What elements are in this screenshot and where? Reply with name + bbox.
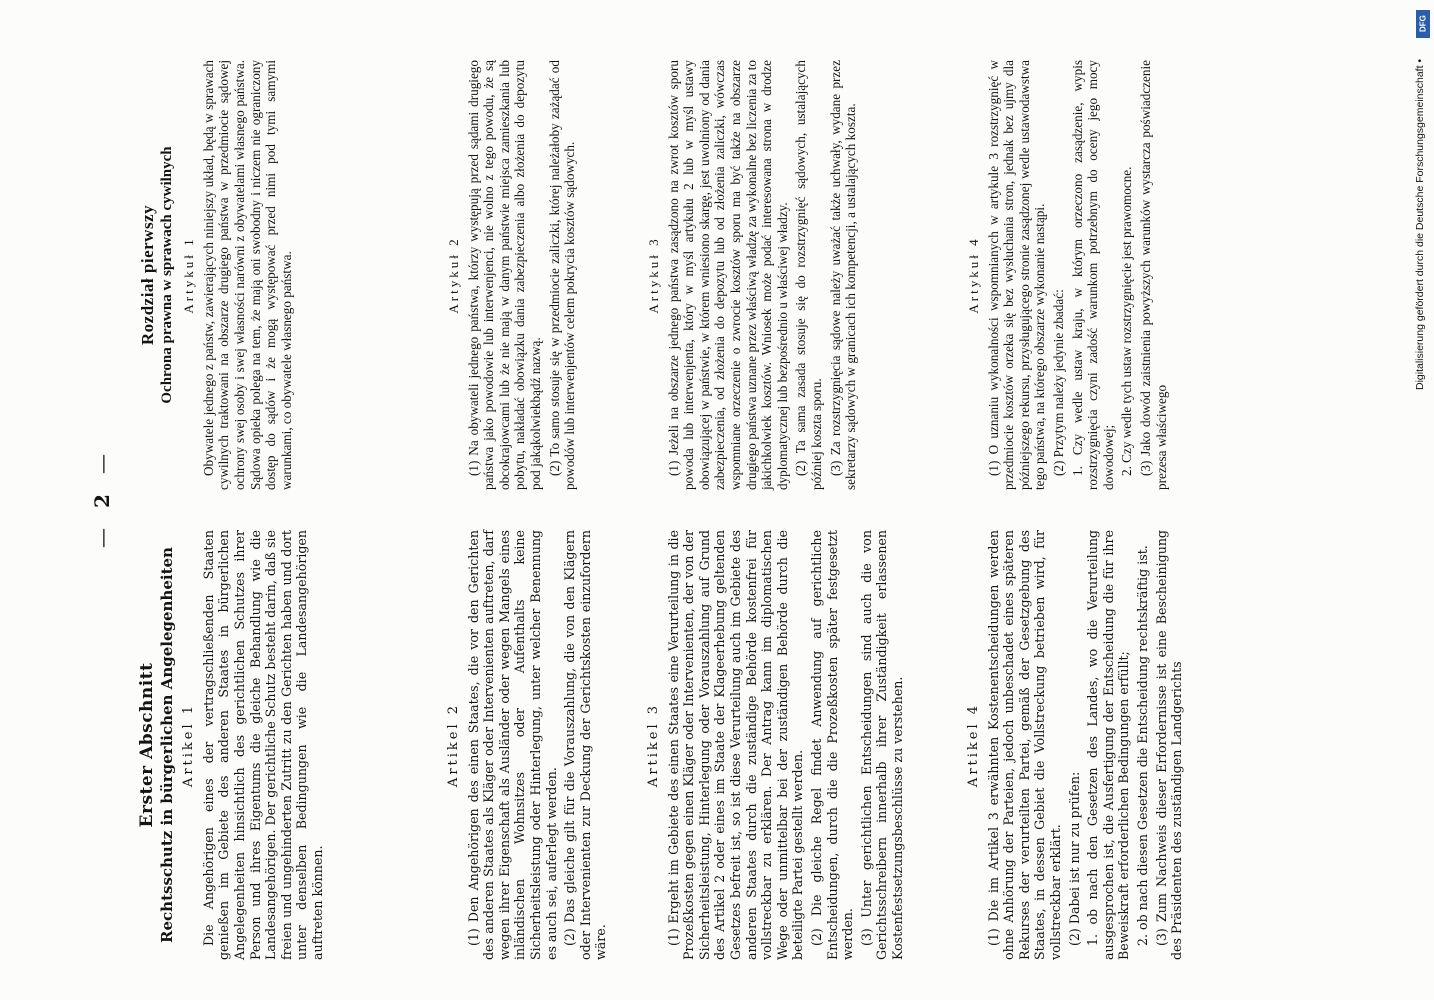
german-article-4-block (960, 530, 1188, 960)
german-article-1-heading: Artikel 1 (181, 702, 197, 788)
polish-article-4-block (960, 60, 1172, 490)
german-article-3-block (640, 530, 909, 960)
german-article-2-paragraph-1: (1) Den Angehörigen des einen Staates, die vor den Gerichten des anderen Staates als Kläger oder Intervenienten auftreten, darf wegen ihrer Eigenschaft als Ausländer oder wegen Mangels eines inländischen Wohnsitzes oder Aufenthalts keine Sicherheitsleistung oder Hinterlegung, unter welcher Benennung es auch sei, auferlegt werden. (465, 530, 559, 960)
polish-article-2-paragraph-1: (1) Na obywateli jednego państwa, którzy występują przed sądami drugiego państwa jako powodowie lub interwenjenci, nie wolno z tego powodu, że są obcokrajowcami lub że nie mają w danym państwie miejsca zamieszkania lub pobytu, nakładać obowiązku dania zabezpieczenia albo złożenia do depozytu pod jakąkolwiekbądź nazwą. (465, 60, 543, 490)
polish-section-title: Rozdział pierwszy (138, 204, 157, 346)
polish-article-3-block (640, 60, 862, 490)
german-article-2-paragraph-2: (2) Das gleiche gilt für die Vorauszahlung, die von den Klägern oder Intervenienten zur Deckung der Gerichtskosten einzufordern wäre. (562, 530, 609, 960)
german-article-3-heading: Artikel 3 (646, 702, 661, 788)
page-number: —2— (90, 452, 114, 548)
polish-article-4-paragraph-1: (1) O uznaniu wykonalności wspomnianych w artykule 3 rozstrzygnięć w przedmiocie kosztów orzeka się bez wysłuchania stron, jednak bez ujmy dla późniejszego rekursu, przysługującego stronie zasądzonej wedle ustawodawstwa tego państwa, na którego obszarze wykonanie nastąpi. (985, 60, 1048, 490)
polish-article-4-item-2: 2. Czy wedle tych ustaw rozstrzygnięcie jest prawomocne. (1119, 166, 1135, 476)
german-section-title: Erster Abschnitt (137, 662, 157, 828)
polish-article-3-paragraph-1: (1) Jeżeli na obszarze jednego państwa zasądzono na zwrot kosztów sporu powoda lub interwenjenta, który w myśl artykułu 2 lub w myśl ustawy obowiązującej w państwie, w którem wniesiono skargę, jest uwolniony od dania zabezpieczenia, od złożenia do depozytu lub od złożenia zaliczki, wówczas wspomniane orzeczenie o zwrocie kosztów sporu ma być także na obszarze drugiego państwa uznane przez właściwą władzę za wykonalne bez liczenia za to jakichkolwiek kosztów. Wniosek może podać interesowana strona w drodze dyplomatycznej lub bezpośrednio u właściwej władzy. (665, 60, 790, 490)
polish-article-2-paragraph-2: (2) To samo stosuje się w przedmiocie zaliczki, której należałoby zażądać od powodów lub interwenjentów celem pokrycia kosztów sądowych. (546, 60, 578, 490)
german-article-3-paragraph-3: (3) Unter gerichtlichen Entscheidungen sind auch die von Gerichtsschreibern innerhalb ihrer Zuständigkeit erlassenen Kostenfestsetzungsbeschlüsse zu verstehen. (858, 530, 905, 960)
polish-article-2-block (440, 60, 581, 490)
polish-article-1-paragraph: Obywatele jednego z państw, zawierających niniejszy układ, będą w sprawach cywilnych traktowani na obszarze drugiego państwa w przedmiocie sądowej ochrony swej osoby i swej własności narówni z obywatelami własnego państwa. Sądowa opieka polega na tem, że mają oni swobodny i niczem nie ograniczony dostęp do sądów i że mogą występować przed nimi pod tymi samymi warunkami, co obywatele własnego państwa. (200, 60, 294, 490)
german-article-4-paragraph-2: (2) Dabei ist nur zu prüfen: (1066, 771, 1082, 946)
german-article-3-paragraph-2: (2) Die gleiche Regel findet Anwendung auf gerichtliche Entscheidungen, durch die die Prozeßkosten später festgesetzt werden. (808, 530, 856, 960)
polish-article-2-heading: Artykuł 2 (446, 236, 461, 314)
german-article-2-block (440, 530, 612, 960)
german-text-column (137, 530, 1290, 960)
polish-article-1-block (140, 60, 297, 490)
german-article-1-paragraph: Die Angehörigen eines der vertragschließenden Staaten genießen im Gebiete des anderen Staates in bürgerlichen Angelegenheiten hinsichtlich des gerichtlichen Schutzes ihrer Person und ihres Eigentums die gleiche Behandlung wie die Landesangehörigen. Der gerichtliche Schutz besteht darin, daß sie freien und ungehinderten Zutritt zu den Gerichten haben und dort unter denselben Bedingungen wie die Landesangehörigen auftreten können. (200, 530, 325, 960)
polish-article-3-paragraph-3: (3) Za rozstrzygnięcia sądowe należy uważać także uchwały, wydane przez sekretarzy sądowych w granicach ich kompetencji, a ustalających koszta. (827, 60, 859, 490)
german-section-subtitle: Rechtsschutz in bürgerlichen Angelegenheiten (157, 547, 176, 943)
polish-text-column (140, 60, 1290, 490)
polish-article-4-paragraph-3: (3) Jako dowód zaistnienia powyższych warunków wystarcza poświadczenie prezesa właściwego (1137, 60, 1169, 490)
german-article-1-block (137, 530, 329, 960)
polish-article-3-heading: Artykuł 3 (646, 236, 661, 314)
german-article-4-item-2: 2. ob nach diesen Gesetzen die Entscheidung rechtskräftig ist. (1134, 545, 1150, 946)
german-article-4-paragraph-1: (1) Die im Artikel 3 erwähnten Kostenentscheidungen werden ohne Anhörung der Parteien, jedoch unbeschadet eines späteren Rekurses der verurteilten Partei, gemäß der Gesetzgebung des Staates, in dessen Gebiet die Vollstreckung betrieben wird, für vollstreckbar erklärt. (985, 530, 1063, 960)
polish-article-1-heading: Artykuł 1 (181, 236, 197, 314)
polish-article-4-item-1: 1. Czy wedle ustaw kraju, w którym orzeczono zasądzenie, wypis rozstrzygnięcia czyni zadość warunkom potrzebnym do oceny jego mocy dowodowej; (1069, 60, 1116, 490)
polish-section-subtitle: Ochrona prawna w sprawach cywilnych (158, 146, 175, 404)
german-article-4-item-1: 1. ob nach den Gesetzen des Landes, wo die Verurteilung ausgesprochen ist, die Ausfertigung der Entscheidung die für ihre Beweiskraft erforderlichen Bedingungen erfüllt; (1085, 530, 1132, 960)
dfg-logo-icon: DFG (1416, 10, 1430, 38)
german-article-3-paragraph-1: (1) Ergeht im Gebiete des einen Staates eine Verurteilung in die Prozeßkosten gegen einen Kläger oder Intervenienten, der von der Sicherheitsleistung, Hinterlegung oder Vorauszahlung auf Grund des Artikel 2 oder eines im Staate der Klageerhebung geltenden Gesetzes befreit ist, so ist diese Verurteilung auch im Gebiete des anderen Staates durch die zuständige Behörde kostenfrei für vollstreckbar zu erklären. Der Antrag kann im diplomatischen Wege oder unmittelbar bei der zuständigen Behörde durch die beteiligte Partei gestellt werden. (665, 530, 806, 960)
german-article-4-paragraph-3: (3) Zum Nachweis dieser Erfordernisse ist eine Bescheinigung des Präsidenten des zuständigen Landgerichts (1153, 530, 1185, 960)
german-article-4-heading: Artikel 4 (966, 702, 981, 788)
german-article-2-heading: Artikel 2 (446, 702, 461, 788)
digitization-note: Digitalisierung gefördert durch die Deutsche Forschungsgemeinschaft • (1414, 58, 1426, 390)
polish-article-4-paragraph-2: (2) Przytym należy jedynie zbadać: (1050, 289, 1066, 476)
polish-article-3-paragraph-2: (2) Ta sama zasada stosuje się do rozstrzygnięć sądowych, ustalających później koszta sporu. (793, 60, 824, 490)
polish-article-4-heading: Artykuł 4 (966, 236, 981, 314)
rotated-page-content (50, 40, 1340, 960)
